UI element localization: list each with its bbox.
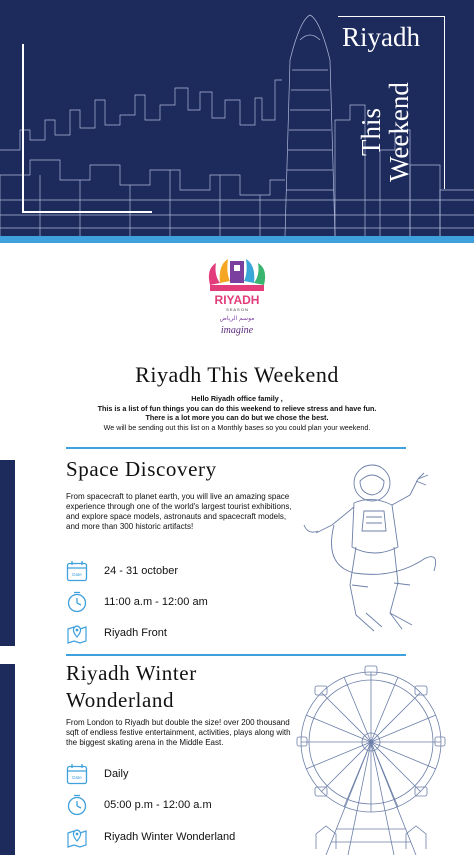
section-divider [66, 447, 406, 449]
calendar-icon [66, 560, 88, 582]
map-pin-icon [66, 826, 88, 848]
event-title-line-2: Wonderland [66, 688, 175, 712]
intro-line-2: There is a lot more you can do but we chose the best. [145, 413, 329, 422]
frame-line-left [22, 44, 24, 212]
section-side-bar [0, 460, 15, 646]
logo-season: S E A S O N [226, 307, 248, 312]
event-date-row [66, 560, 286, 584]
event-title: Space Discovery [66, 457, 217, 481]
frame-line-bottom [22, 211, 152, 213]
event-location-row [66, 622, 286, 646]
calendar-icon [66, 763, 88, 785]
map-pin-icon [66, 622, 88, 644]
intro-greeting: Hello Riyadh office family , [191, 394, 283, 403]
event-date-row [66, 763, 286, 787]
event-location: Riyadh Front [104, 627, 167, 639]
event-date: 24 - 31 october [104, 565, 178, 577]
clock-icon [66, 591, 88, 613]
event-description: From spacecraft to planet earth, you will live an amazing space experience through one of the world's largest tourist exhibitions, and explore space models, astronauts and spacecraft models, and more than 300 historic artifacts! [66, 492, 292, 531]
banner-title-riyadh: Riyadh [342, 22, 420, 52]
header-banner [0, 0, 474, 236]
riyadh-season-logo [204, 255, 270, 341]
intro-line-3: We will be sending out this list on a Monthly bases so you could plan your weekend. [103, 422, 371, 432]
intro-line-1: This is a list of fun things you can do this weekend to relieve stress and have fun. [97, 403, 377, 413]
event-title-line-1: Riyadh Winter [66, 661, 197, 685]
clock-icon [66, 794, 88, 816]
section-side-bar [0, 664, 15, 855]
ferris-wheel-illustration [296, 664, 446, 855]
section-divider [66, 654, 406, 656]
event-time: 05:00 p.m - 12:00 a.m [104, 799, 212, 811]
logo-wordmark: RIYADH [214, 293, 260, 307]
event-date: Daily [104, 768, 129, 780]
event-title [66, 660, 197, 714]
event-location-row [66, 826, 286, 850]
logo-arabic: موسم الرياض [219, 315, 255, 322]
intro-text [30, 394, 444, 432]
event-time-row [66, 591, 286, 615]
banner-accent-stripe [0, 236, 474, 243]
event-location: Riyadh Winter Wonderland [104, 831, 236, 843]
event-time-row [66, 794, 286, 818]
logo-tagline: imagine [220, 325, 254, 336]
banner-title-this-weekend: This Weekend [356, 82, 414, 182]
intro-title: Riyadh This Weekend [135, 362, 339, 387]
svg-text:Date: Date [72, 775, 82, 780]
event-description: From London to Riyadh but double the size! over 200 thousand sqft of endless festive entertainment, activities, plays along with the biggest skating arena in the Middle East. [66, 718, 291, 747]
astronaut-illustration [294, 455, 444, 640]
svg-text:Date: Date [72, 572, 82, 577]
event-time: 11:00 a.m - 12:00 am [104, 596, 208, 608]
